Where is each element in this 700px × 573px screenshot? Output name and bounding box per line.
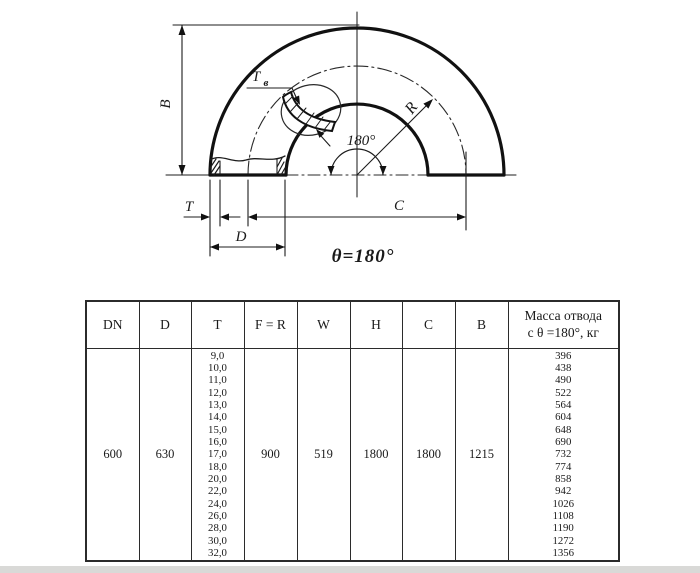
cell-c: 1800 [402, 349, 455, 562]
table-value-line: 22,0 [208, 485, 227, 498]
table-value-line: 604 [555, 411, 572, 424]
table-value-line: 942 [555, 485, 572, 498]
col-header-fr: F = R [244, 301, 297, 349]
table-value-line: 17,0 [208, 448, 227, 461]
dim-B-group [158, 25, 359, 175]
cell-t-values [191, 349, 244, 562]
table-value-line: 1108 [552, 510, 574, 523]
table-value-line: 15,0 [208, 423, 227, 436]
cell-dn: 600 [86, 349, 139, 562]
table-value-line: 858 [555, 473, 572, 486]
table-value-line: 648 [555, 423, 572, 436]
table-value-line: 30,0 [208, 534, 227, 547]
table-value-line: 12,0 [208, 386, 227, 399]
table-row [86, 349, 619, 562]
table-value-line: 10,0 [208, 361, 227, 374]
wall-label: T [251, 69, 261, 85]
col-header-d: D [139, 301, 191, 349]
dim-R-label: R [401, 99, 422, 118]
table-value-line: 28,0 [208, 522, 227, 535]
table-value-line: 564 [555, 398, 572, 411]
col-header-t: T [191, 301, 244, 349]
table-value-line: 9,0 [210, 349, 225, 362]
table-value-line: 16,0 [208, 435, 227, 448]
header-row [86, 301, 619, 349]
dimensions-table [85, 300, 620, 562]
table-value-line: 1026 [552, 497, 575, 510]
col-header-dn: DN [86, 301, 139, 349]
table-value-line: 24,0 [208, 497, 227, 510]
table-value-line: 774 [555, 460, 572, 473]
table-value-line: 26,0 [208, 510, 227, 523]
table-value-line: 438 [555, 361, 572, 374]
mass-header-line1: Масса отвода [524, 308, 602, 324]
col-header-mass [508, 301, 619, 349]
wall-hatch-right [277, 158, 285, 175]
dim-T-C-group [184, 152, 466, 256]
t-values-stack [192, 349, 244, 560]
col-header-h: H [350, 301, 402, 349]
mass-header-line2: с θ =180°, кг [527, 325, 599, 340]
page-bottom-edge [0, 566, 700, 573]
cell-h: 1800 [350, 349, 402, 562]
cell-fr: 900 [244, 349, 297, 562]
table-value-line: 690 [555, 435, 572, 448]
dim-B-label: B [158, 99, 174, 109]
table-value-line: 11,0 [208, 374, 227, 387]
table-value-line: 13,0 [208, 398, 227, 411]
table-value-line: 396 [555, 349, 572, 362]
table-value-line: 490 [555, 374, 572, 387]
cell-w: 519 [297, 349, 350, 562]
table-value-line: 1356 [552, 547, 575, 560]
wall-label-sub: в [263, 77, 269, 89]
col-header-b: B [455, 301, 508, 349]
table-value-line: 20,0 [208, 473, 227, 486]
table-value-line: 732 [555, 448, 572, 461]
table-value-line: 1272 [552, 534, 575, 547]
dim-T-label: T [184, 199, 194, 215]
cell-d: 630 [139, 349, 191, 562]
cell-mass-values [508, 349, 619, 562]
col-header-w: W [297, 301, 350, 349]
table-value-line: 1190 [552, 522, 574, 535]
dim-C-label: C [393, 198, 405, 214]
mass-values-stack [509, 349, 619, 560]
table-value-line: 14,0 [208, 411, 227, 424]
dim-D-label: D [235, 229, 247, 245]
table-value-line: 522 [555, 386, 572, 399]
table-value-line: 18,0 [208, 460, 227, 473]
theta-caption: θ=180° [331, 246, 395, 267]
cell-b: 1215 [455, 349, 508, 562]
col-header-c: C [402, 301, 455, 349]
angle-label: 180° [346, 133, 376, 149]
table-value-line: 32,0 [208, 547, 227, 560]
